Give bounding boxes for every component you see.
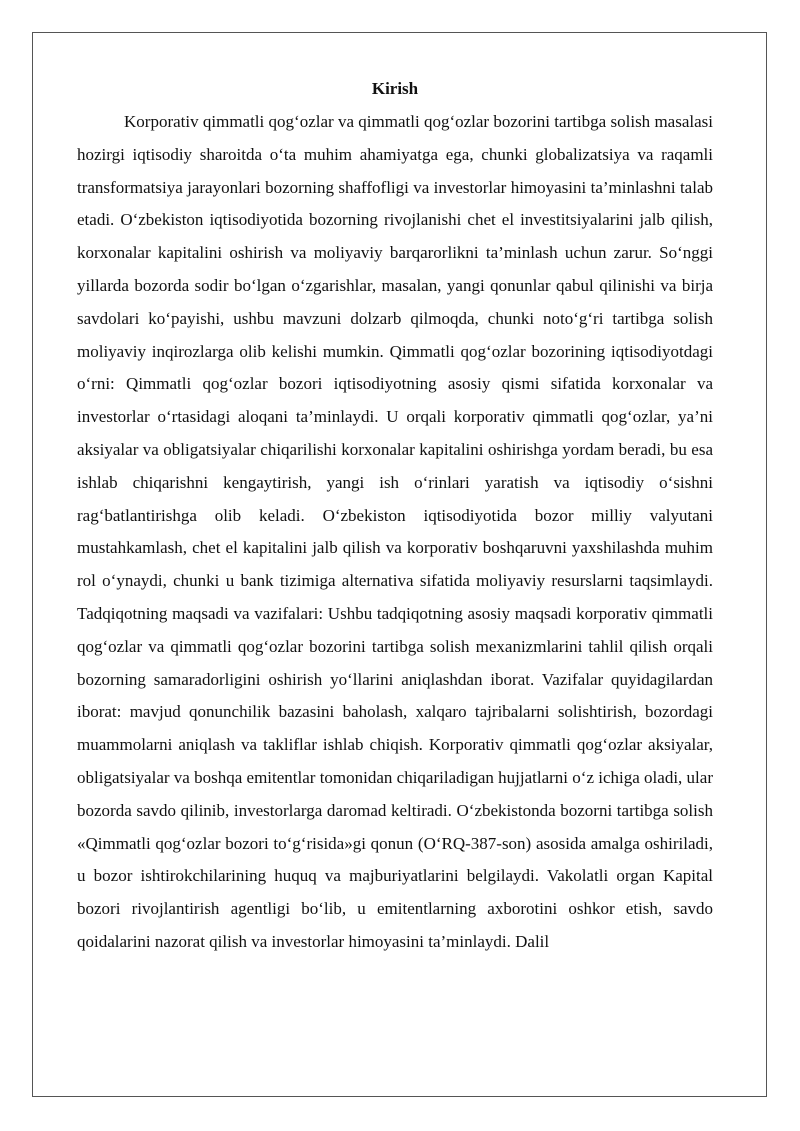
body-paragraph: Korporativ qimmatli qog‘ozlar va qimmatli qog‘ozlar bozorini tartibga solish masalasi hozirgi iqtisodiy sharoitda o‘ta muhim ahamiyatga ega, chunki globalizatsiya va raqamli transformatsiya jarayonlari bozorning shaffofligi va investorlar himoyasini ta’minlashni talab etadi. O‘zbekiston iqtisodiyotida bozorning rivojlanishi chet el investitsiyalarini jalb qilish, korxonalar kapitalini oshirish va moliyaviy barqarorlikni ta’minlash uchun zarur. So‘nggi yillarda bozorda sodir bo‘lgan o‘zgarishlar, masalan, yangi qonunlar qabul qilinishi va birja savdolari ko‘payishi, ushbu mavzuni dolzarb qilmoqda, chunki noto‘g‘ri tartibga solish moliyaviy inqirozlarga olib kelishi mumkin. Qimmatli qog‘ozlar bozorining iqtisodiyotdagi o‘rni: Qimmatli qog‘ozlar bozori iqtisodiyotning asosiy qismi sifatida korxonalar va investorlar o‘rtasidagi aloqani ta’minlaydi. U orqali korporativ qimmatli qog‘ozlar, ya’ni aksiyalar va obligatsiyalar chiqarilishi korxonalar kapitalini oshirishga yordam beradi, bu esa ishlab chiqarishni kengaytirish, yangi ish o‘rinlari yaratish va iqtisodiy o‘sishni rag‘batlantirishga olib keladi. O‘zbekiston iqtisodiyotida bozor milliy valyutani mustahkamlash, chet el kapitalini jalb qilish va korporativ boshqaruvni yaxshilashda muhim rol o‘ynaydi, chunki u bank tizimiga alternativa sifatida moliyaviy resurslarni taqsimlaydi. Tadqiqotning maqsadi va vazifalari: Ushbu tadqiqotning asosiy maqsadi korporativ qimmatli qog‘ozlar va qimmatli qog‘ozlar bozorini tartibga solish mexanizmlarini tahlil qilish orqali bozorning samaradorligini oshirish yo‘llarini aniqlashdan iborat. Vazifalar quyidagilardan iborat: mavjud qonunchilik bazasini baholash, xalqaro tajribalarni solishtirish, bozordagi muammolarni aniqlash va takliflar ishlab chiqish. Korporativ qimmatli qog‘ozlar aksiyalar, obligatsiyalar va boshqa emitentlar tomonidan chiqariladigan hujjatlarni o‘z ichiga oladi, ular bozorda savdo qilinib, investorlarga daromad keltiradi. O‘zbekistonda bozorni tartibga solish «Qimmatli qog‘ozlar bozori to‘g‘risida»gi qonun (O‘RQ-387-son) asosida amalga oshiriladi, u bozor ishtirokchilarining huquq va majburiyatlarini belgilaydi. Vakolatli organ Kapital bozori rivojlantirish agentligi bo‘lib, u emitentlarning axborotini oshkor etish, savdo qoidalarini nazorat qilish va investorlar himoyasini ta’minlaydi. Dalil [77, 112, 713, 951]
document-content [77, 72, 713, 959]
document-title: Kirish [371, 79, 419, 98]
